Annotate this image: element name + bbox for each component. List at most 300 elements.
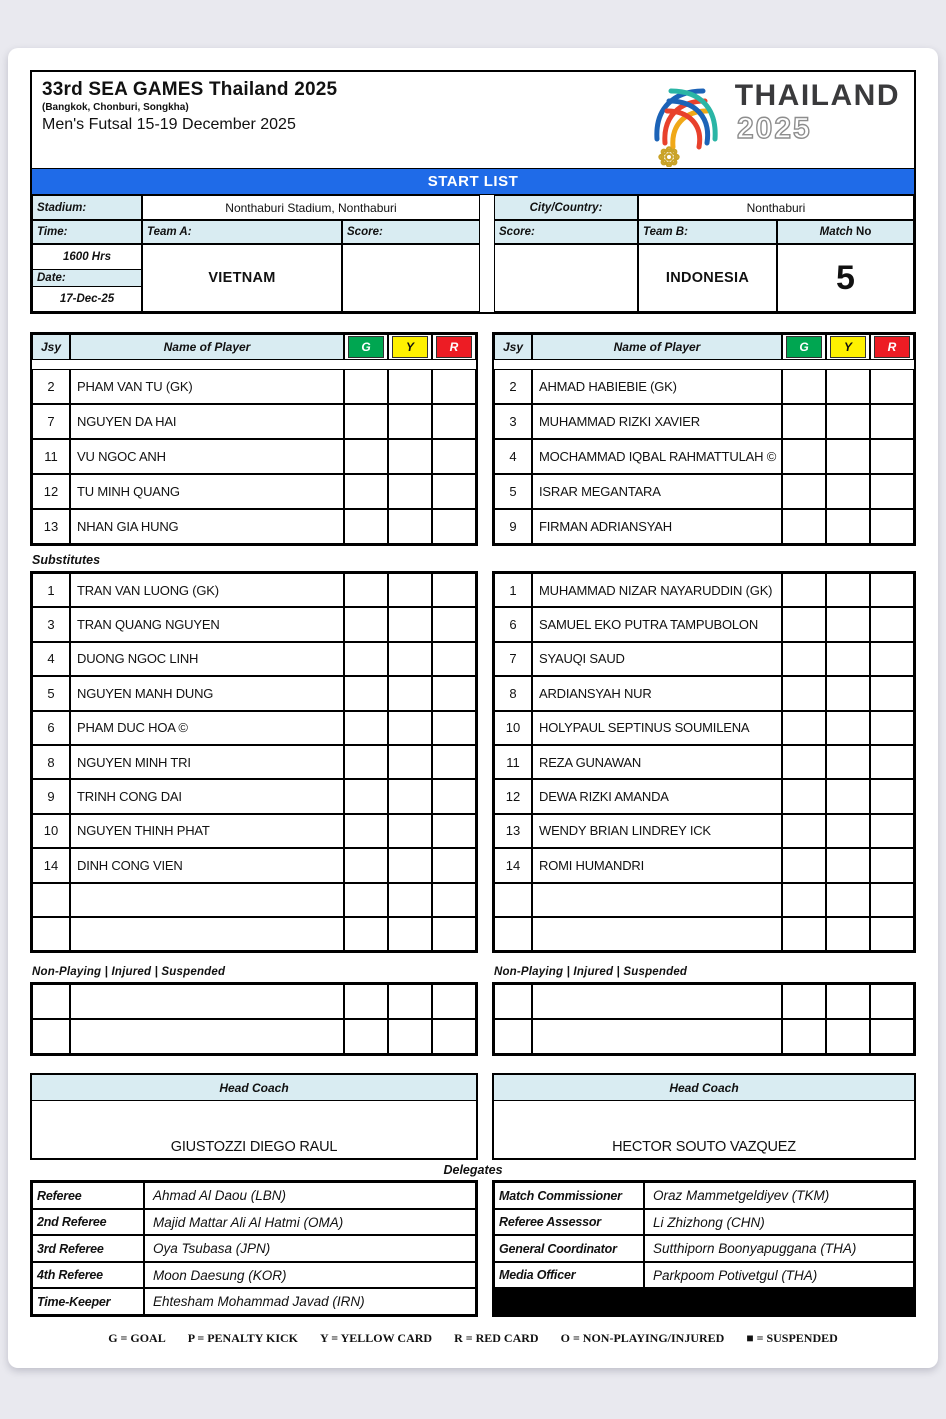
player-jersey-number: 7 — [32, 404, 70, 439]
yellow-card-cell — [388, 814, 432, 848]
player-row — [494, 711, 914, 745]
yellow-card-cell — [388, 404, 432, 439]
player-name: DEWA RIZKI AMANDA — [532, 779, 782, 813]
player-row — [494, 848, 914, 882]
yellow-card-cell — [388, 573, 432, 607]
official-name: Ahmad Al Daou (LBN) — [144, 1182, 476, 1209]
player-name — [70, 1019, 344, 1054]
title-block — [42, 79, 337, 134]
logo-year-outline — [735, 111, 885, 145]
yellow-card-cell — [826, 883, 870, 917]
yellow-card-cell — [826, 1019, 870, 1054]
yellow-card-cell — [826, 779, 870, 813]
player-name: NGUYEN DA HAI — [70, 404, 344, 439]
team-a-label: Team A: — [142, 220, 342, 244]
start-list-banner: START LIST — [32, 168, 914, 195]
gold-flower-icon — [659, 147, 678, 166]
official-role: Match Commissioner — [494, 1182, 644, 1209]
red-card-cell — [432, 369, 476, 404]
start-list-document — [8, 48, 938, 1368]
player-jersey-number: 2 — [32, 369, 70, 404]
player-jersey-number: 9 — [494, 509, 532, 544]
player-jersey-number: 14 — [32, 848, 70, 882]
player-jersey-number: 1 — [32, 573, 70, 607]
column-gutter — [480, 195, 494, 220]
player-name — [70, 917, 344, 951]
score-a-cell — [342, 244, 480, 312]
time-date-stack — [32, 244, 142, 312]
player-name: TRAN QUANG NGUYEN — [70, 607, 344, 641]
player-row — [494, 439, 914, 474]
head-coach-label: Head Coach — [494, 1075, 914, 1101]
legend-nonplaying: O = NON-PLAYING/INJURED — [560, 1331, 725, 1346]
yellow-card-cell — [826, 573, 870, 607]
player-row — [494, 745, 914, 779]
player-jersey-number: 11 — [32, 439, 70, 474]
goal-cell — [782, 711, 826, 745]
player-name — [532, 984, 782, 1019]
goal-cell — [344, 607, 388, 641]
player-jersey-number: 11 — [494, 745, 532, 779]
official-name: Oraz Mammetgeldiyev (TKM) — [644, 1182, 914, 1209]
player-name: MOCHAMMAD IQBAL RAHMATTULAH © — [532, 439, 782, 474]
player-name: VU NGOC ANH — [70, 439, 344, 474]
official-name: Parkpoom Potivetgul (THA) — [644, 1262, 914, 1289]
red-card-cell — [870, 745, 914, 779]
player-row — [32, 848, 476, 882]
player-row — [494, 404, 914, 439]
red-card-cell — [432, 711, 476, 745]
yellow-card-cell — [388, 779, 432, 813]
yellow-card-cell — [826, 474, 870, 509]
red-card-cell — [432, 745, 476, 779]
yellow-card-cell — [388, 369, 432, 404]
goal-cell — [344, 814, 388, 848]
player-row — [32, 404, 476, 439]
date-label: Date: — [33, 270, 141, 287]
red-card-cell — [870, 1019, 914, 1054]
goal-cell — [344, 439, 388, 474]
player-jersey-number: 12 — [32, 474, 70, 509]
yellow-card-cell — [826, 642, 870, 676]
goal-cell — [344, 745, 388, 779]
team-a-coach-name: GIUSTOZZI DIEGO RAUL — [170, 1139, 338, 1156]
yellow-card-cell — [388, 642, 432, 676]
player-name: PHAM DUC HOA © — [70, 711, 344, 745]
red-card-cell — [870, 917, 914, 951]
red-card-cell — [432, 474, 476, 509]
player-jersey-number — [32, 883, 70, 917]
goal-cell — [344, 848, 388, 882]
yellow-card-cell — [388, 1019, 432, 1054]
kickoff-time: 1600 Hrs — [33, 245, 141, 270]
player-name: PHAM VAN TU (GK) — [70, 369, 344, 404]
player-name: DUONG NGOC LINH — [70, 642, 344, 676]
score-a-label: Score: — [342, 220, 480, 244]
red-header: R — [432, 334, 476, 360]
match-date: 17-Dec-25 — [59, 293, 115, 305]
official-name: Sutthiporn Boonyapuggana (THA) — [644, 1235, 914, 1262]
official-role: 3rd Referee — [32, 1235, 144, 1262]
team-b-name: INDONESIA — [638, 244, 777, 312]
player-jersey-number: 6 — [32, 711, 70, 745]
yellow-card-cell — [388, 607, 432, 641]
goal-cell — [782, 745, 826, 779]
red-card-cell — [870, 711, 914, 745]
goal-cell — [782, 642, 826, 676]
yellow-card-cell — [826, 745, 870, 779]
official-row — [32, 1262, 476, 1289]
player-name: MUHAMMAD RIZKI XAVIER — [532, 404, 782, 439]
player-jersey-number — [494, 883, 532, 917]
player-jersey-number: 5 — [494, 474, 532, 509]
player-jersey-number: 2 — [494, 369, 532, 404]
goal-cell — [344, 984, 388, 1019]
official-row — [32, 1235, 476, 1262]
goal-cell — [782, 917, 826, 951]
player-jersey-number: 10 — [494, 711, 532, 745]
sea-games-knot-icon — [643, 81, 729, 167]
goal-cell — [782, 369, 826, 404]
player-jersey-number: 10 — [32, 814, 70, 848]
red-card-cell — [870, 642, 914, 676]
yellow-header: Y — [388, 334, 432, 360]
official-row — [494, 1262, 914, 1289]
official-role: Media Officer — [494, 1262, 644, 1289]
team-b-substitutes-table — [492, 571, 916, 953]
goal-cell — [344, 883, 388, 917]
red-card-cell — [870, 676, 914, 710]
goal-cell — [344, 642, 388, 676]
empty-player-row — [494, 984, 914, 1019]
official-role: General Coordinator — [494, 1235, 644, 1262]
player-name: TRINH CONG DAI — [70, 779, 344, 813]
yellow-card-cell — [388, 509, 432, 544]
official-role: Referee — [32, 1182, 144, 1209]
officials-section — [30, 1180, 916, 1317]
official-role: Referee Assessor — [494, 1209, 644, 1236]
official-row — [32, 1182, 476, 1209]
red-card-cell — [870, 984, 914, 1019]
player-row — [494, 779, 914, 813]
player-jersey-number: 1 — [494, 573, 532, 607]
player-name: ISRAR MEGANTARA — [532, 474, 782, 509]
player-row — [32, 642, 476, 676]
yellow-card-cell — [826, 711, 870, 745]
event-cities: (Bangkok, Chonburi, Songkha) — [42, 102, 189, 113]
yellow-card-cell — [826, 607, 870, 641]
legend-red: R = RED CARD — [454, 1331, 539, 1346]
player-jersey-number — [494, 984, 532, 1019]
official-role: 4th Referee — [32, 1262, 144, 1289]
head-coach-section — [30, 1056, 916, 1160]
player-jersey-number: 3 — [32, 607, 70, 641]
table-header — [32, 334, 476, 369]
yellow-header: Y — [826, 334, 870, 360]
team-a-substitutes-table — [30, 571, 478, 953]
goal-cell — [344, 509, 388, 544]
red-card-cell — [432, 848, 476, 882]
player-name: NHAN GIA HUNG — [70, 509, 344, 544]
goal-cell — [782, 779, 826, 813]
official-name: Li Zhizhong (CHN) — [644, 1209, 914, 1236]
starters-section — [30, 332, 916, 546]
name-header: Name of Player — [70, 334, 344, 360]
red-card-cell — [870, 779, 914, 813]
red-card-cell — [870, 474, 914, 509]
red-card-cell — [432, 439, 476, 474]
team-b-starters-table — [492, 332, 916, 546]
non-playing-label-b: Non-Playing | Injured | Suspended — [493, 966, 688, 979]
match-number: 5 — [777, 244, 914, 312]
player-name: ARDIANSYAH NUR — [532, 676, 782, 710]
player-row — [494, 883, 914, 917]
substitutes-label: Substitutes — [32, 553, 101, 567]
player-row — [494, 607, 914, 641]
time-label: Time: — [32, 220, 142, 244]
player-name: AHMAD HABIEBIE (GK) — [532, 369, 782, 404]
player-jersey-number: 3 — [494, 404, 532, 439]
player-row — [32, 474, 476, 509]
official-role: 2nd Referee — [32, 1209, 144, 1236]
yellow-card-cell — [388, 711, 432, 745]
match-officials-table — [30, 1180, 478, 1317]
player-name: NGUYEN MINH TRI — [70, 745, 344, 779]
yellow-card-cell — [826, 917, 870, 951]
goal-cell — [344, 369, 388, 404]
goal-cell — [782, 814, 826, 848]
legend-yellow: Y = YELLOW CARD — [320, 1331, 433, 1346]
venue-row — [32, 195, 914, 220]
red-card-cell — [870, 404, 914, 439]
team-a-starters-table — [30, 332, 478, 546]
player-row — [494, 509, 914, 544]
goal-cell — [782, 984, 826, 1019]
red-card-cell — [432, 984, 476, 1019]
player-jersey-number — [494, 1019, 532, 1054]
player-name — [532, 917, 782, 951]
player-jersey-number — [32, 1019, 70, 1054]
column-gutter — [480, 220, 494, 244]
red-card-cell — [432, 917, 476, 951]
red-card-cell — [432, 509, 476, 544]
goal-cell — [782, 607, 826, 641]
goal-cell — [782, 474, 826, 509]
score-b-cell — [494, 244, 638, 312]
official-role: Time-Keeper — [32, 1288, 144, 1315]
city-country-value: Nonthaburi — [638, 195, 914, 220]
official-row — [494, 1182, 914, 1209]
red-card-cell — [432, 779, 476, 813]
player-row — [32, 711, 476, 745]
city-country-label: City/Country: — [494, 195, 638, 220]
official-row — [494, 1209, 914, 1236]
player-row — [32, 607, 476, 641]
official-name: Moon Daesung (KOR) — [144, 1262, 476, 1289]
delegates-table — [492, 1180, 916, 1317]
player-jersey-number — [494, 917, 532, 951]
yellow-card-cell — [388, 474, 432, 509]
player-name: TRAN VAN LUONG (GK) — [70, 573, 344, 607]
player-name — [70, 984, 344, 1019]
red-card-cell — [870, 369, 914, 404]
player-name: NGUYEN MANH DUNG — [70, 676, 344, 710]
yellow-card-cell — [388, 917, 432, 951]
red-card-cell — [432, 642, 476, 676]
goal-cell — [782, 883, 826, 917]
player-jersey-number: 12 — [494, 779, 532, 813]
official-row — [32, 1288, 476, 1315]
official-name: Ehtesham Mohammad Javad (IRN) — [144, 1288, 476, 1315]
jersey-header: Jsy — [494, 334, 532, 360]
document-page — [8, 48, 938, 1368]
goal-cell — [782, 848, 826, 882]
red-card-cell — [432, 883, 476, 917]
player-jersey-number: 5 — [32, 676, 70, 710]
red-card-cell — [870, 573, 914, 607]
team-b-coach-box — [492, 1073, 916, 1160]
goal-cell — [344, 676, 388, 710]
goal-header: G — [782, 334, 826, 360]
red-card-cell — [432, 814, 476, 848]
official-name: Majid Mattar Ali Al Hatmi (OMA) — [144, 1209, 476, 1236]
player-name: FIRMAN ADRIANSYAH — [532, 509, 782, 544]
yellow-card-cell — [826, 848, 870, 882]
player-row — [32, 883, 476, 917]
score-b-label: Score: — [494, 220, 638, 244]
team-b-non-playing-table — [492, 982, 916, 1056]
player-name — [532, 1019, 782, 1054]
player-row — [494, 642, 914, 676]
player-name: WENDY BRIAN LINDREY ICK — [532, 814, 782, 848]
player-jersey-number: 8 — [494, 676, 532, 710]
player-name: NGUYEN THINH PHAT — [70, 814, 344, 848]
player-name — [532, 883, 782, 917]
player-jersey-number: 4 — [494, 439, 532, 474]
player-jersey-number: 8 — [32, 745, 70, 779]
match-values-row — [32, 244, 914, 312]
substitutes-section — [30, 571, 916, 953]
player-row — [32, 814, 476, 848]
player-row — [32, 509, 476, 544]
svg-text:2025: 2025 — [736, 112, 812, 145]
goal-cell — [782, 509, 826, 544]
player-row — [494, 474, 914, 509]
player-name: ROMI HUMANDRI — [532, 848, 782, 882]
official-row — [494, 1235, 914, 1262]
jersey-header: Jsy — [32, 334, 70, 360]
abbreviations-legend — [30, 1331, 916, 1346]
name-header: Name of Player — [532, 334, 782, 360]
red-card-cell — [432, 607, 476, 641]
empty-player-row — [32, 1019, 476, 1054]
goal-header: G — [344, 334, 388, 360]
red-card-cell — [870, 607, 914, 641]
goal-cell — [344, 917, 388, 951]
player-jersey-number: 14 — [494, 848, 532, 882]
yellow-card-cell — [826, 984, 870, 1019]
yellow-card-cell — [826, 676, 870, 710]
team-a-name: VIETNAM — [142, 244, 342, 312]
legend-suspended: ■ = SUSPENDED — [746, 1331, 838, 1346]
header-box — [30, 70, 916, 314]
yellow-card-cell — [388, 848, 432, 882]
player-row — [32, 439, 476, 474]
yellow-card-cell — [826, 814, 870, 848]
stadium-value: Nonthaburi Stadium, Nonthaburi — [142, 195, 480, 220]
yellow-card-cell — [826, 509, 870, 544]
goal-cell — [344, 779, 388, 813]
yellow-card-cell — [826, 369, 870, 404]
legend-penalty: P = PENALTY KICK — [187, 1331, 299, 1346]
logo-thailand-text: THAILAND — [734, 79, 900, 112]
player-row — [32, 369, 476, 404]
team-a-coach-box — [30, 1073, 478, 1160]
yellow-card-cell — [826, 439, 870, 474]
yellow-card-cell — [388, 745, 432, 779]
red-card-cell — [870, 814, 914, 848]
match-labels-row — [32, 220, 914, 244]
goal-cell — [782, 573, 826, 607]
head-coach-label: Head Coach — [32, 1075, 476, 1101]
red-card-cell — [870, 883, 914, 917]
player-name — [70, 883, 344, 917]
player-name: SAMUEL EKO PUTRA TAMPUBOLON — [532, 607, 782, 641]
red-card-cell — [432, 1019, 476, 1054]
player-row — [494, 676, 914, 710]
player-jersey-number: 4 — [32, 642, 70, 676]
player-jersey-number — [32, 917, 70, 951]
player-row — [494, 369, 914, 404]
non-playing-section — [30, 982, 916, 1056]
legend-goal: G = GOAL — [108, 1331, 166, 1346]
stadium-label: Stadium: — [32, 195, 142, 220]
red-card-cell — [870, 509, 914, 544]
red-card-cell — [432, 573, 476, 607]
blacked-out-row — [494, 1288, 914, 1315]
yellow-card-cell — [388, 883, 432, 917]
goal-cell — [344, 573, 388, 607]
delegates-label: Delegates — [443, 1163, 503, 1178]
non-playing-labels — [30, 953, 916, 982]
team-b-coach-name: HECTOR SOUTO VAZQUEZ — [612, 1139, 796, 1156]
player-jersey-number: 7 — [494, 642, 532, 676]
yellow-card-cell — [388, 676, 432, 710]
yellow-card-cell — [388, 984, 432, 1019]
thailand-2025-logo — [643, 81, 900, 167]
goal-cell — [782, 676, 826, 710]
red-header: R — [870, 334, 914, 360]
player-name: REZA GUNAWAN — [532, 745, 782, 779]
player-row — [494, 917, 914, 951]
yellow-card-cell — [388, 439, 432, 474]
red-card-cell — [870, 848, 914, 882]
player-row — [494, 573, 914, 607]
player-jersey-number: 9 — [32, 779, 70, 813]
player-row — [32, 779, 476, 813]
table-header — [494, 334, 914, 369]
goal-cell — [782, 439, 826, 474]
goal-cell — [782, 404, 826, 439]
empty-player-row — [494, 1019, 914, 1054]
non-playing-label-a: Non-Playing | Injured | Suspended — [32, 966, 226, 979]
empty-player-row — [32, 984, 476, 1019]
player-jersey-number: 13 — [32, 509, 70, 544]
goal-cell — [344, 404, 388, 439]
player-row — [32, 573, 476, 607]
red-card-cell — [432, 404, 476, 439]
player-row — [494, 814, 914, 848]
